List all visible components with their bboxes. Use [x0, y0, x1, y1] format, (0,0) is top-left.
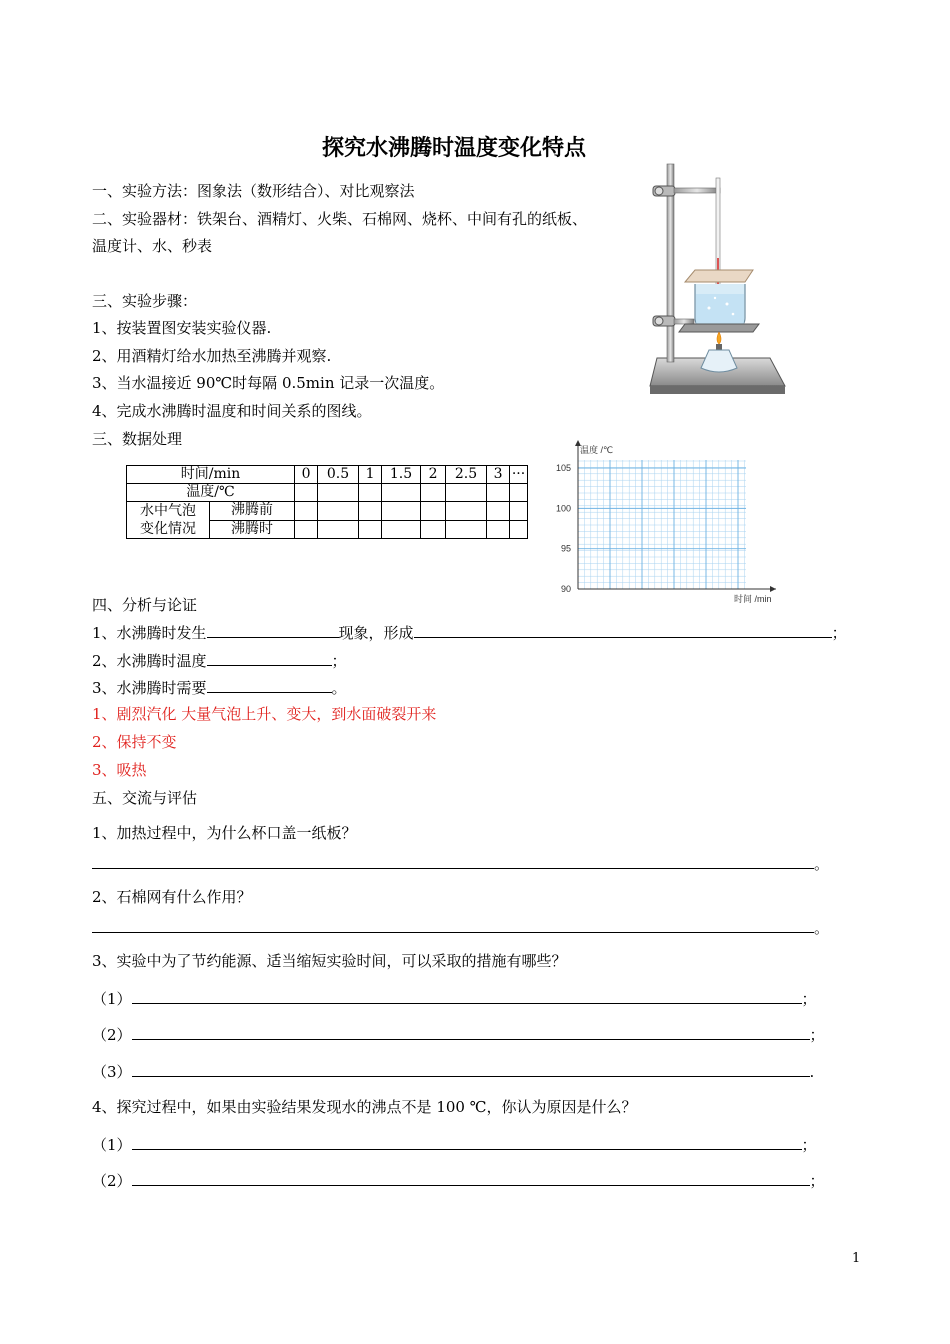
- answer-blank[interactable]: [207, 622, 339, 638]
- answer-blank[interactable]: [132, 1170, 810, 1186]
- discussion-q3-answer-2: [92, 1024, 825, 1045]
- method-line: 一、实验方法：图象法（数形结合）、对比观察法: [92, 182, 415, 200]
- end-mark: ；: [809, 1172, 825, 1190]
- discussion-heading: 五、交流与评估: [92, 789, 198, 807]
- answer-blank[interactable]: [132, 1061, 810, 1077]
- analysis-q2-end: ；: [331, 652, 347, 670]
- cardboard-lid: [685, 270, 753, 282]
- end-mark: ；: [801, 990, 817, 1008]
- answer-blank[interactable]: [92, 853, 814, 869]
- time-cell: 2: [421, 466, 446, 484]
- y-tick-labels: [556, 463, 571, 594]
- end-mark: ；: [809, 1026, 825, 1044]
- temperature-chart: [548, 438, 788, 610]
- time-cell: 3: [487, 466, 510, 484]
- analysis-q2: [92, 650, 347, 671]
- during-label: 沸腾时: [210, 520, 295, 539]
- y-tick-label: 100: [555, 503, 571, 514]
- apparatus-illustration: [645, 158, 790, 403]
- grid-minor: [578, 460, 746, 589]
- end-mark: 。: [814, 919, 830, 937]
- table-row: [127, 502, 528, 521]
- answer-blank[interactable]: [414, 622, 832, 638]
- discussion-q1: 1、加热过程中，为什么杯口盖一纸板？: [92, 824, 357, 842]
- equipment-line-2: 温度计、水、秒表: [92, 237, 213, 255]
- wire-gauze: [679, 324, 759, 332]
- end-mark: 。: [814, 855, 830, 873]
- time-label: 时间/min: [127, 466, 295, 484]
- item-number: （1）: [92, 1136, 132, 1154]
- analysis-q3: [92, 677, 347, 698]
- time-cell: 1: [359, 466, 382, 484]
- answer-blank[interactable]: [92, 917, 814, 933]
- answer-line: 2、保持不变: [92, 733, 177, 751]
- equipment-line-1: 二、实验器材：铁架台、酒精灯、火柴、石棉网、烧杯、中间有孔的纸板、: [92, 210, 588, 228]
- item-number: （2）: [92, 1026, 132, 1044]
- steps-heading: 三、实验步骤：: [92, 292, 198, 310]
- discussion-q3: 3、实验中为了节约能源、适当缩短实验时间，可以采取的措施有哪些？: [92, 952, 567, 970]
- analysis-q3-end: 。: [331, 679, 347, 697]
- answer-line: 1、剧烈汽化 大量气泡上升、变大，到水面破裂开来: [92, 705, 437, 723]
- analysis-q1-end: ；: [831, 624, 847, 642]
- bubble-label-line1: 水中气泡: [140, 503, 196, 519]
- discussion-q4-answer-1: [92, 1134, 817, 1155]
- analysis-q2-text: 2、水沸腾时温度: [92, 652, 207, 670]
- data-table: [126, 465, 528, 539]
- discussion-q3-answer-1: [92, 988, 817, 1009]
- time-cell: ···: [510, 466, 528, 484]
- discussion-q1-answer: [92, 853, 829, 874]
- answer-blank[interactable]: [132, 1134, 802, 1150]
- step-item: 4、完成水沸腾时温度和时间关系的图线。: [92, 402, 372, 420]
- chart-axes: [575, 440, 776, 592]
- time-cell: 1.5: [382, 466, 421, 484]
- time-cell: 0.5: [318, 466, 359, 484]
- analysis-q3-text: 3、水沸腾时需要: [92, 679, 207, 697]
- analysis-heading: 四、分析与论证: [92, 596, 198, 614]
- before-label: 沸腾前: [210, 502, 295, 521]
- answer-blank[interactable]: [207, 650, 332, 666]
- data-heading: 三、数据处理: [92, 430, 183, 448]
- item-number: （2）: [92, 1172, 132, 1190]
- analysis-q1-a: 1、水沸腾时发生: [92, 624, 207, 642]
- answer-blank[interactable]: [132, 1024, 810, 1040]
- step-item: 1、按装置图安装实验仪器.: [92, 319, 272, 337]
- temp-label: 温度/℃: [127, 484, 295, 502]
- end-mark: ；: [801, 1136, 817, 1154]
- item-number: （3）: [92, 1063, 132, 1081]
- y-axis-label: 温度 /℃: [580, 445, 614, 455]
- answer-blank[interactable]: [207, 677, 332, 693]
- page-number: 1: [852, 1251, 861, 1266]
- x-axis-label: 时间 /min: [734, 594, 772, 604]
- answer-blank[interactable]: [132, 988, 802, 1004]
- step-item: 3、当水温接近 90℃时每隔 0.5min 记录一次温度。: [92, 374, 445, 392]
- x-axis-arrow: [770, 586, 776, 592]
- analysis-q1-b: 现象，形成: [338, 624, 414, 642]
- discussion-q2-answer: [92, 917, 829, 938]
- y-tick-label: 95: [560, 543, 571, 554]
- end-mark: .: [809, 1063, 815, 1081]
- page-title: 探究水沸腾时温度变化特点: [322, 136, 587, 161]
- discussion-q2: 2、石棉网有什么作用？: [92, 888, 252, 906]
- step-item: 2、用酒精灯给水加热至沸腾并观察.: [92, 347, 332, 365]
- discussion-q4: 4、探究过程中，如果由实验结果发现水的沸点不是 100 ℃，你认为原因是什么？: [92, 1098, 637, 1116]
- table-row: [127, 466, 528, 484]
- table-row: [127, 484, 528, 502]
- discussion-q4-answer-2: [92, 1170, 825, 1191]
- bubble-label: [127, 502, 210, 539]
- time-cell: 2.5: [446, 466, 487, 484]
- bubble-label-line2: 变化情况: [140, 521, 196, 537]
- discussion-q3-answer-3: [92, 1061, 814, 1082]
- y-tick-label: 105: [555, 463, 571, 474]
- y-tick-label: 90: [560, 584, 571, 594]
- item-number: （1）: [92, 990, 132, 1008]
- time-cell: 0: [295, 466, 318, 484]
- analysis-q1: [92, 622, 847, 643]
- alcohol-lamp: [701, 350, 737, 372]
- answer-line: 3、吸热: [92, 761, 147, 779]
